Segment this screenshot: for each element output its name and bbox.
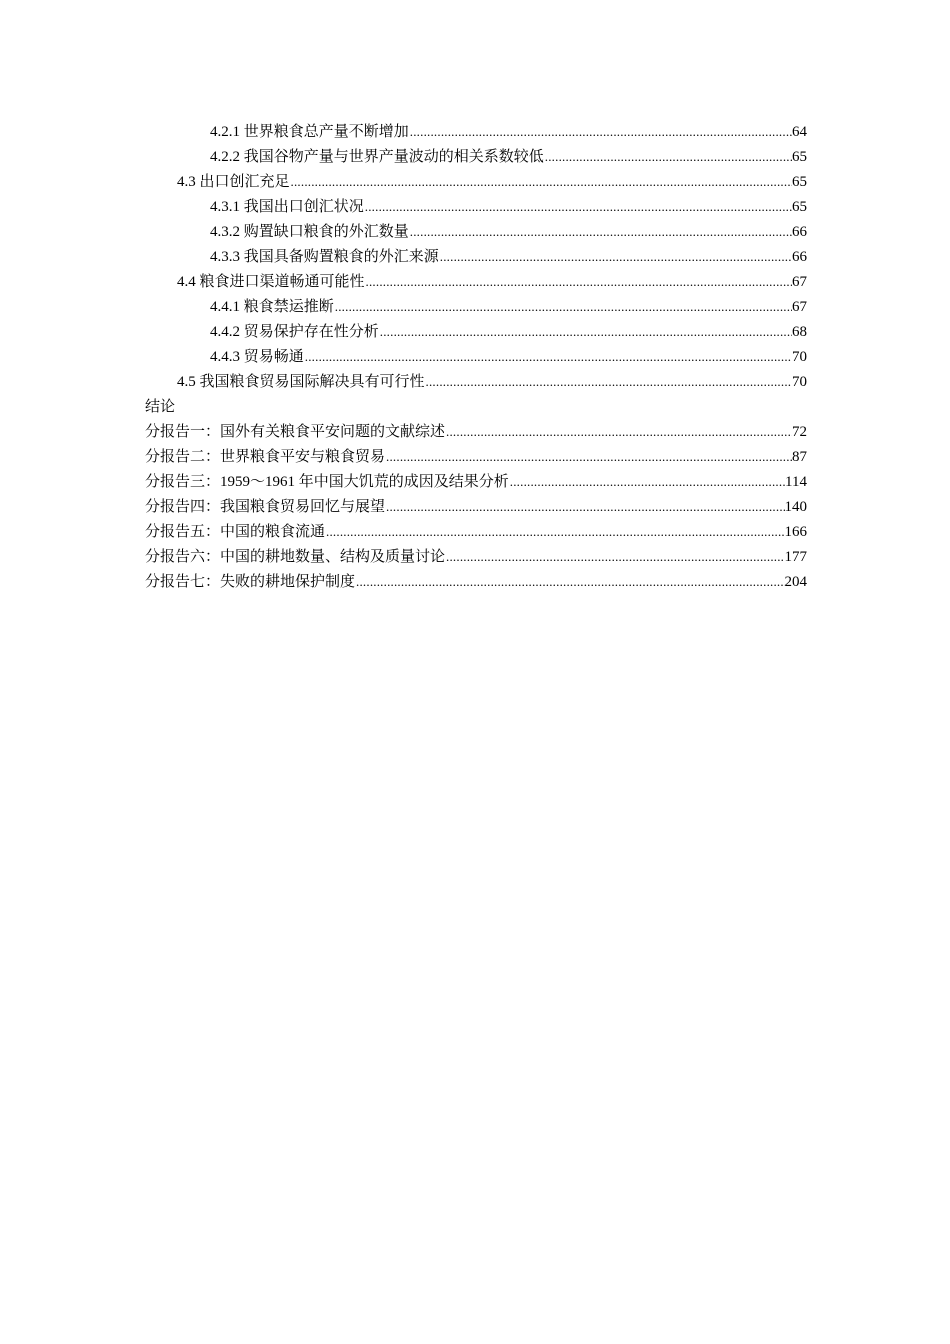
toc-entry-title: 分报告二：世界粮食平安与粮食贸易 — [145, 449, 386, 465]
toc-entry-title: 4.2.1 世界粮食总产量不断增加 — [210, 124, 409, 140]
toc-entry-page-number: 72 — [792, 424, 807, 440]
toc-entry[interactable] — [145, 516, 807, 541]
toc-dot-leader — [446, 548, 784, 566]
toc-entry-title: 4.4 粮食进口渠道畅通可能性 — [177, 274, 365, 290]
toc-entry[interactable] — [177, 366, 807, 391]
toc-entry-page-number: 65 — [792, 199, 807, 215]
toc-entry[interactable] — [145, 541, 807, 566]
toc-entry[interactable] — [145, 491, 807, 516]
toc-entry-title: 4.4.3 贸易畅通 — [210, 349, 304, 365]
toc-entry-title: 分报告七：失败的耕地保护制度 — [145, 574, 356, 590]
toc-dot-leader — [291, 173, 792, 191]
toc-entry-title: 4.2.2 我国谷物产量与世界产量波动的相关系数较低 — [210, 149, 544, 165]
toc-dot-leader — [356, 573, 784, 591]
toc-entry-title: 4.3.2 购置缺口粮食的外汇数量 — [210, 224, 409, 240]
toc-entry-title: 分报告三：1959～1961 年中国大饥荒的成因及结果分析 — [145, 474, 509, 490]
toc-entry-page-number: 204 — [784, 574, 807, 590]
toc-entry-page-number: 87 — [792, 449, 807, 465]
toc-entry-title: 分报告六：中国的耕地数量、结构及质量讨论 — [145, 549, 446, 565]
toc-entry[interactable] — [210, 216, 807, 241]
toc-entry[interactable] — [177, 266, 807, 291]
toc-entry-title: 分报告五：中国的粮食流通 — [145, 524, 326, 540]
toc-entry[interactable] — [210, 141, 807, 166]
toc-entry-title: 结论 — [145, 399, 176, 415]
toc-entry-page-number: 64 — [792, 124, 807, 140]
toc-entry-page-number: 70 — [792, 374, 807, 390]
toc-entry[interactable] — [145, 391, 807, 416]
toc-entry-page-number: 68 — [792, 324, 807, 340]
toc-entry-title: 4.5 我国粮食贸易国际解决具有可行性 — [177, 374, 425, 390]
toc-dot-leader — [440, 248, 792, 266]
toc-entry[interactable] — [210, 341, 807, 366]
toc-dot-leader — [305, 348, 792, 366]
toc-entry-page-number: 65 — [792, 149, 807, 165]
toc-dot-leader — [386, 448, 792, 466]
toc-entry-page-number: 114 — [785, 474, 807, 490]
toc-dot-leader — [326, 523, 784, 541]
toc-dot-leader — [410, 223, 792, 241]
toc-entry-title: 4.3.3 我国具备购置粮食的外汇来源 — [210, 249, 439, 265]
toc-entry[interactable] — [210, 316, 807, 341]
toc-dot-leader — [410, 123, 792, 141]
toc-dot-leader — [446, 423, 792, 441]
toc-dot-leader — [386, 498, 784, 516]
toc-entry-page-number: 66 — [792, 249, 807, 265]
toc-entry-page-number: 65 — [792, 174, 807, 190]
toc-entry-title: 4.3.1 我国出口创汇状况 — [210, 199, 364, 215]
toc-entry-title: 4.3 出口创汇充足 — [177, 174, 290, 190]
toc-entry[interactable] — [145, 566, 807, 591]
toc-entry[interactable] — [177, 166, 807, 191]
toc-entry[interactable] — [145, 466, 807, 491]
toc-entry[interactable] — [210, 116, 807, 141]
toc-entry[interactable] — [210, 191, 807, 216]
table-of-contents — [0, 116, 950, 591]
toc-dot-leader — [545, 148, 792, 166]
toc-entry[interactable] — [145, 416, 807, 441]
toc-dot-leader — [366, 273, 792, 291]
toc-entry-title: 4.4.1 粮食禁运推断 — [210, 299, 334, 315]
toc-dot-leader — [510, 473, 785, 491]
toc-entry-page-number: 66 — [792, 224, 807, 240]
toc-entry-page-number: 140 — [784, 499, 807, 515]
toc-dot-leader — [365, 198, 792, 216]
toc-entry-title: 4.4.2 贸易保护存在性分析 — [210, 324, 379, 340]
toc-entry-page-number: 177 — [784, 549, 807, 565]
toc-entry-page-number: 67 — [792, 274, 807, 290]
toc-entry-page-number: 70 — [792, 349, 807, 365]
toc-entry[interactable] — [210, 291, 807, 316]
toc-dot-leader — [335, 298, 792, 316]
toc-entry-title: 分报告一：国外有关粮食平安问题的文献综述 — [145, 424, 446, 440]
toc-dot-leader — [380, 323, 792, 341]
toc-entry[interactable] — [210, 241, 807, 266]
toc-entry[interactable] — [145, 441, 807, 466]
toc-entry-page-number: 166 — [784, 524, 807, 540]
toc-entry-title: 分报告四：我国粮食贸易回忆与展望 — [145, 499, 386, 515]
toc-entry-page-number: 67 — [792, 299, 807, 315]
toc-dot-leader — [426, 373, 792, 391]
